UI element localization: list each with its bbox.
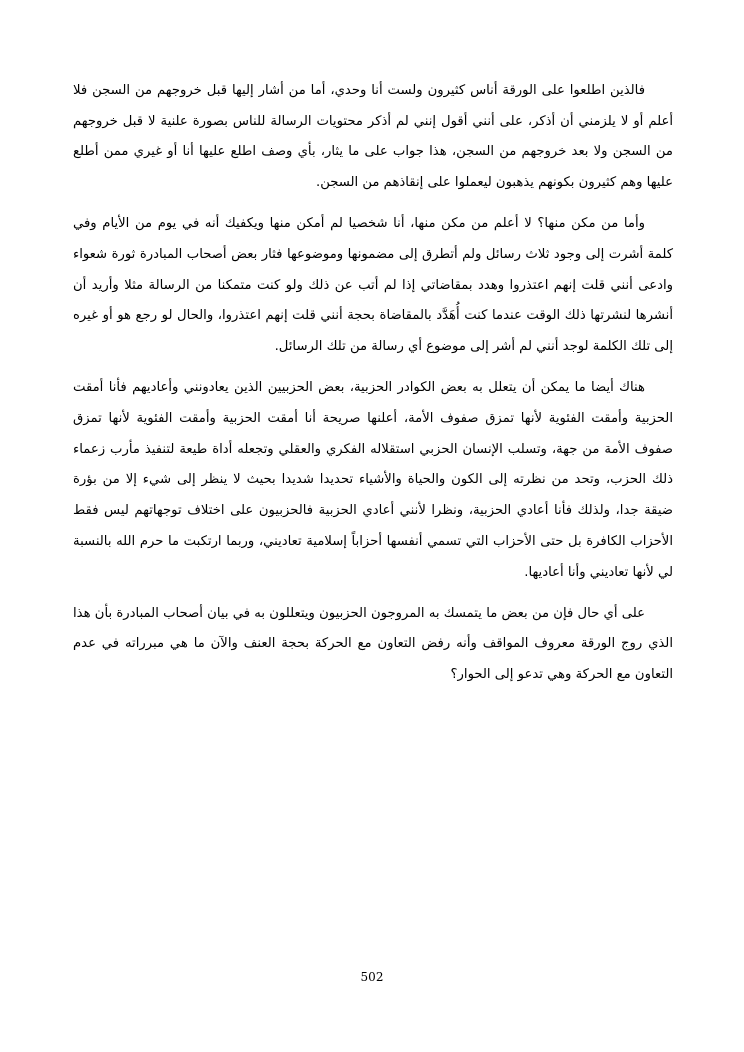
paragraph-3: هناك أيضا ما يمكن أن يتعلل به بعض الكوادر الحزبية، بعض الحزبيين الذين يعادونني وأعاديهم فأنا أمقت الحزبية وأمقت الفئوية لأنها تمزق صفوف الأمة، أعلنها صريحة أنا أمقت الحزبية وأمقت الفئوية لأنها تمزق صفوف الأمة من جهة، وتسلب الإنسان الحزبي استقلاله الفكري والعقلي وتجعله أداة طيعة لتنفيذ مأرب زعماء ذلك الحزب، وتحد من نظرته إلى الكون والحياة والأشياء تحديدا شديدا بحيث لا ينظر إلى شيء إلا من بؤرة ضيقة جدا، ولذلك فأنا أعادي الحزبية، ونظرا لأنني أعادي الحزبية فالحزبيون على اختلاف توجهاتهم ليس فقط الأحزاب الكافرة بل حتى الأحزاب التي تسمي أنفسها أحزاباً إسلامية تعاديني، وربما ارتكبت ما حرم الله بالنسبة لي لأنها تعاديني وأنا أعاديها. <box>73 380 673 580</box>
paragraph-1: فالذين اطلعوا على الورقة أناس كثيرون ولست أنا وحدي، أما من أشار إليها قبل خروجهم من السجن فلا أعلم أو لا يلزمني أن أذكر، على أنني أقول إنني لم أذكر محتويات الرسالة للناس بصورة علنية لا قبل خروجهم من السجن ولا بعد خروجهم من السجن، هذا جواب على ما يثار، بأي وصف اطلع عليها أنا أو غيري ممن أطلع عليها وهم كثيرون بكونهم يذهبون ليعملوا على إنقاذهم من السجن. <box>73 83 673 191</box>
body-text <box>73 76 673 701</box>
paragraph-2: وأما من مكن منها؟ لا أعلم من مكن منها، أنا شخصيا لم أمكن منها ويكفيك أنه في يوم من الأيام وفي كلمة أشرت إلى وجود ثلاث رسائل ولم أتطرق إلى مضمونها وموضوعها فثار بعض أصحاب المبادرة ثورة شعواء وادعى أنني قلت إنهم اعتذروا وهدد بمقاضاتي إذا لم أتب عن ذلك ولو كنت متمكنا من الرسالة مثلا وأريد أن أنشرها لنشرتها ذلك الوقت عندما كنت أُهَدَّد بالمقاضاة بحجة أنني قلت إنهم اعتذروا، والحال لو رجع هو أو غيره إلى تلك الكلمة لوجد أنني لم أشر إلى موضوع أي رسالة من تلك الرسائل. <box>73 216 673 355</box>
paragraph-4: على أي حال فإن من بعض ما يتمسك به المروجون الحزبيون ويتعللون به في بيان أصحاب المبادرة بأن هذا الذي روج الورقة معروف المواقف وأنه رفض التعاون مع الحركة بحجة العنف والآن ما هي مبرراته في عدم التعاون مع الحركة وهي تدعو إلى الحوار؟ <box>73 605 673 683</box>
page-number: 502 <box>360 970 384 984</box>
